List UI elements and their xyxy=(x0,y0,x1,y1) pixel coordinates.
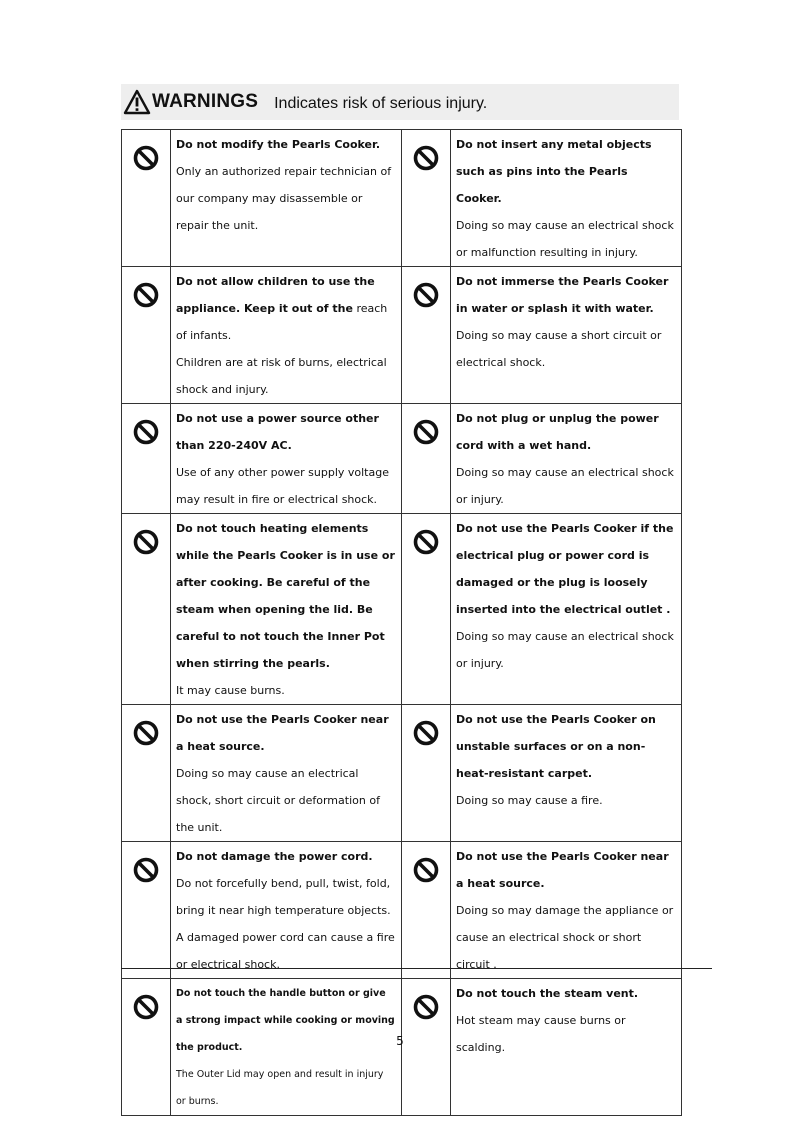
prohibition-icon xyxy=(413,857,439,883)
table-row xyxy=(122,705,682,842)
warning-detail: Hot steam may cause burns or scalding. xyxy=(456,1014,626,1054)
table-row xyxy=(122,267,682,404)
warning-triangle-icon xyxy=(123,89,151,115)
warning-item xyxy=(451,267,682,404)
prohibition-icon xyxy=(413,145,439,171)
prohibition-icon xyxy=(133,720,159,746)
prohibition-icon xyxy=(413,529,439,555)
warning-detail: Doing so may cause an electrical shock or malfunction resulting in injury. xyxy=(456,219,674,259)
prohibition-icon xyxy=(413,282,439,308)
warning-heading: Do not insert any metal objects such as pins into the Pearls Cooker. xyxy=(456,138,652,205)
warning-detail: Use of any other power supply voltage may result in fire or electrical shock. xyxy=(176,466,389,506)
warning-heading: Do not use the Pearls Cooker if the electrical plug or power cord is damaged or the plug is loosely inserted into the electrical outlet . xyxy=(456,522,674,616)
warning-detail: The Outer Lid may open and result in injury or burns. xyxy=(176,1069,384,1107)
warning-item xyxy=(171,267,402,404)
warning-item xyxy=(171,514,402,705)
warnings-header xyxy=(121,84,679,120)
prohibition-icon xyxy=(413,720,439,746)
prohibition-icon xyxy=(133,994,159,1020)
warning-heading: Do not use the Pearls Cooker on unstable surfaces or on a non-heat-resistant carpet. xyxy=(456,713,656,780)
warning-item xyxy=(171,705,402,842)
warning-heading: Do not allow children to use the appliance. Keep it out of the xyxy=(176,275,375,315)
warning-heading: Do not modify the Pearls Cooker. xyxy=(176,138,381,151)
table-row xyxy=(122,842,682,979)
warning-heading: Do not use the Pearls Cooker near a heat source. xyxy=(456,850,669,890)
warning-item xyxy=(171,404,402,514)
header-title: WARNINGS xyxy=(152,91,259,112)
prohibition-icon xyxy=(133,282,159,308)
prohibition-icon xyxy=(413,994,439,1020)
warning-detail: Only an authorized repair technician of our company may disassemble or repair the unit. xyxy=(176,165,392,232)
warning-heading: Do not use a power source other than 220-240V AC. xyxy=(176,412,379,452)
warning-item xyxy=(171,842,402,979)
warning-item xyxy=(451,130,682,267)
prohibition-icon xyxy=(133,857,159,883)
warning-item xyxy=(171,130,402,267)
prohibition-icon xyxy=(133,419,159,445)
warning-heading: Do not touch the steam vent. xyxy=(456,987,639,1000)
warning-item xyxy=(451,842,682,979)
prohibition-icon xyxy=(413,419,439,445)
warning-detail: Doing so may damage the appliance or cause an electrical shock or short circuit . xyxy=(456,904,674,971)
warning-detail: Doing so may cause an electrical shock or injury. xyxy=(456,630,674,670)
warning-item xyxy=(451,404,682,514)
warning-heading: Do not plug or unplug the power cord with a wet hand. xyxy=(456,412,659,452)
header-subtitle: Indicates risk of serious injury. xyxy=(274,94,488,112)
warning-detail: It may cause burns. xyxy=(176,684,285,697)
page-number: 5 xyxy=(396,1034,404,1048)
table-row xyxy=(122,514,682,705)
warning-heading: Do not immerse the Pearls Cooker in water or splash it with water. xyxy=(456,275,669,315)
warning-detail: Children are at risk of burns, electrical shock and injury. xyxy=(176,356,387,396)
warning-heading-extra: reach of infants. xyxy=(176,302,388,342)
warning-detail: Doing so may cause a fire. xyxy=(456,794,603,807)
prohibition-icon xyxy=(133,529,159,555)
warning-detail: Doing so may cause an electrical shock, short circuit or deformation of the unit. xyxy=(176,767,380,834)
footer-divider xyxy=(121,968,712,969)
warning-heading: Do not touch the handle button or give a strong impact while cooking or moving the product. xyxy=(176,988,395,1053)
warning-heading: Do not use the Pearls Cooker near a heat source. xyxy=(176,713,389,753)
warning-item xyxy=(451,705,682,842)
warning-detail: Do not forcefully bend, pull, twist, fold, bring it near high temperature objects. A damaged power cord can cause a fire or electrical shock. xyxy=(176,877,395,971)
table-row xyxy=(122,130,682,267)
warning-detail: Doing so may cause a short circuit or electrical shock. xyxy=(456,329,662,369)
prohibition-icon xyxy=(133,145,159,171)
warning-heading: Do not touch heating elements while the Pearls Cooker is in use or after cooking. Be careful of the steam when opening the lid. Be careful to not touch the Inner Pot when stirring the pearls. xyxy=(176,522,395,670)
warning-heading: Do not damage the power cord. xyxy=(176,850,373,863)
warning-item xyxy=(451,514,682,705)
table-row xyxy=(122,404,682,514)
warning-detail: Doing so may cause an electrical shock or injury. xyxy=(456,466,674,506)
